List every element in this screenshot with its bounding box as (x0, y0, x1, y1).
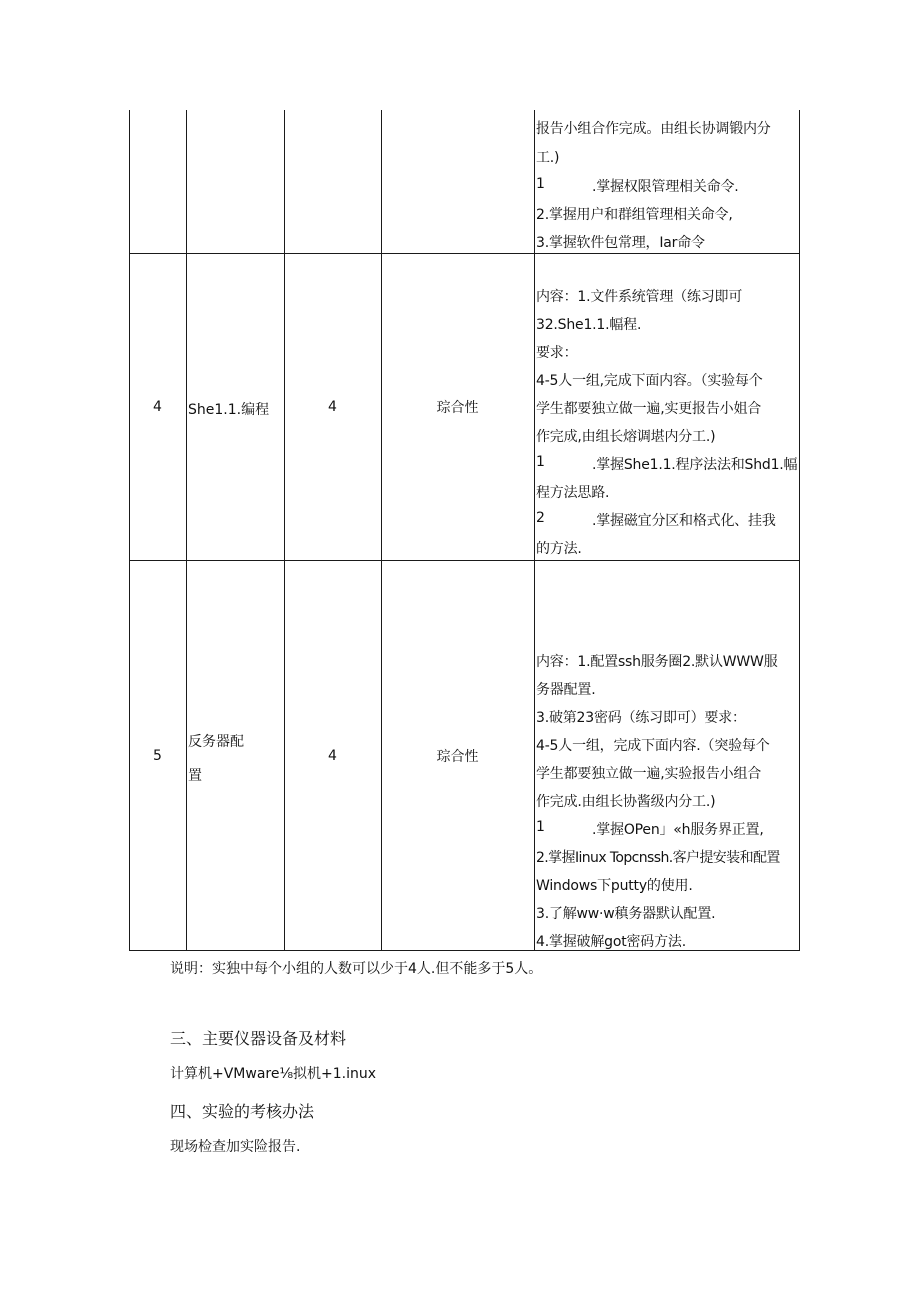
content-line: 3.破第23密码（练习即可）要求： (536, 710, 746, 726)
content-line: 务器配置. (536, 682, 596, 698)
experiment-name: She1.1.编程 (188, 402, 270, 418)
item-text: 2.掌握用户和群组管理相关命令, (536, 207, 733, 223)
item-number: 1 (536, 454, 545, 470)
item-text: .掌握She1.1.程序法法和Shd1.幅 (592, 457, 798, 473)
item-text: 的方法. (536, 541, 582, 557)
item-text: 3.掌握软件包常理，Iar命令 (536, 235, 705, 251)
content-line: 内容：1.配置ssh服务圈2.默认WWW服 (536, 654, 778, 670)
item-text: 2.掌握Iinux Topcnssh.客户提安装和配置 (536, 850, 780, 866)
item-text: 3.了解ww·w稹务器默认配置. (536, 906, 716, 922)
content-line: 学生都要独立做一遍,实更报告小姐合 (536, 401, 762, 417)
experiment-name: 置 (188, 768, 202, 784)
item-number: 2 (536, 510, 545, 526)
experiment-hours: 4 (328, 747, 337, 764)
section-heading: 四、实验的考核办法 (170, 1102, 315, 1121)
content-line: 作完成.由组长协酱级内分工.) (536, 794, 716, 810)
item-number: 1 (536, 819, 545, 835)
content-line: 4-5人一组，完成下面内容.（突验每个 (536, 738, 770, 754)
item-text: .掌握磁宜分区和格式化、挂我 (592, 513, 776, 529)
row-index: 4 (153, 399, 162, 415)
experiment-hours: 4 (328, 399, 337, 415)
item-text: Windows下putty的使用. (536, 878, 693, 894)
item-text: .掌握OPen」«h服务界正置, (592, 822, 764, 838)
experiment-name: 反务器配 (188, 734, 244, 750)
content-line: 作完成,由组长熔调堪内分工.) (536, 429, 716, 445)
section-heading: 三、主要仪器设备及材料 (170, 1029, 347, 1048)
content-line: 4-5人一组,完成下面内容。（实验每个 (536, 373, 763, 389)
row-index: 5 (153, 747, 162, 764)
section-text: 现场检查加实险报告. (170, 1139, 301, 1155)
content-line: 要求： (536, 345, 578, 361)
content-line: 学生都要独立做一遍,实验报告小组合 (536, 766, 762, 782)
table-divider (534, 110, 535, 951)
item-text: 程方法思路. (536, 485, 610, 501)
table-note: 说明：实独中每个小组的人数可以少于4人.但不能多于5人。 (170, 961, 543, 977)
item-number: 1 (536, 176, 545, 192)
experiment-type: 琮合性 (436, 748, 479, 765)
section-text: 计算机+VMware⅛拟机+1.inux (170, 1066, 377, 1082)
experiment-type: 琮合性 (436, 400, 479, 416)
table-divider (186, 110, 187, 951)
content-line: 报告小组合作完成。由组长协调锻内分 (536, 121, 771, 137)
content-line: 工.) (536, 150, 560, 166)
item-text: 4.掌握破解got密码方法. (536, 934, 686, 950)
content-line: 32.She1.1.幅程. (536, 317, 642, 333)
item-text: .掌握权限管理相关命令. (592, 179, 739, 195)
content-line: 内容：1.文件系统管理（练习即可 (536, 289, 743, 305)
